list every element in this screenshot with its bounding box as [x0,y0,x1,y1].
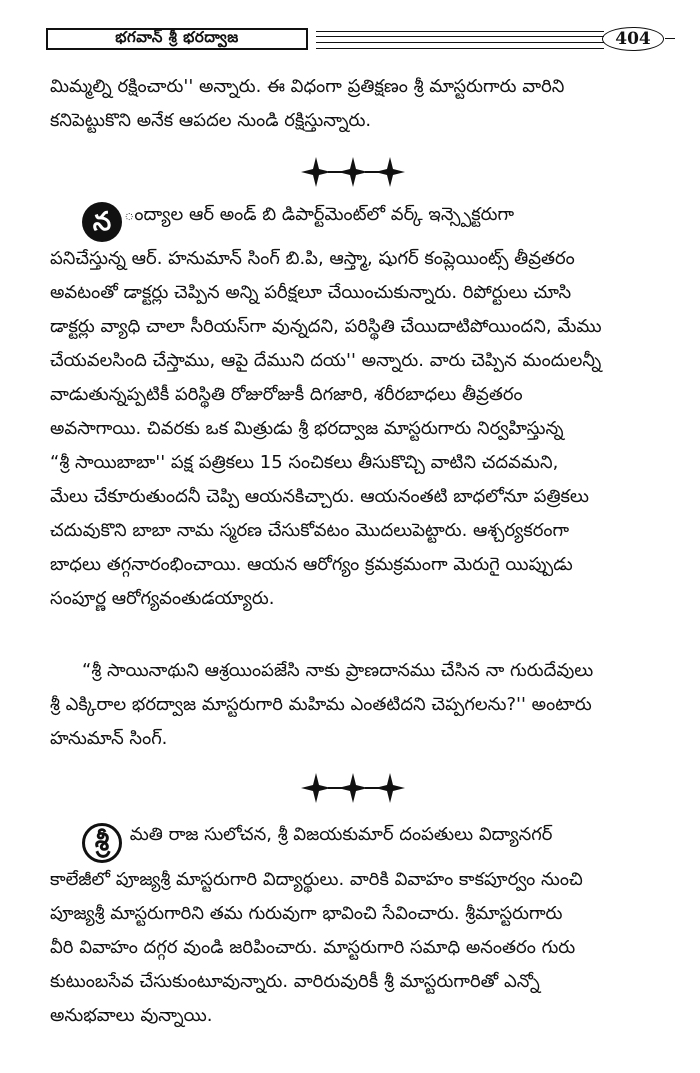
header-rule-lines [316,31,604,49]
paragraph-2 [50,198,655,616]
text-line: పూజ్యశ్రీ మాస్టరుగారిని తమ గురువుగా భావించి సేవించారు. శ్రీమాస్టరుగారు [50,903,563,924]
text-line: బాధలు తగ్గనారంభించాయి. ఆయన ఆరోగ్యం క్రమక్రమంగా మెరుగై యిప్పుడు [50,554,573,575]
text-line: చేయవలసింది చేస్తాము, ఆపై దేముని దయ'' అన్నారు. వారు చెప్పిన మందులన్నీ [50,350,602,371]
star-ornament-icon [298,771,408,805]
text-line: అవసాగాయి. చివరకు ఒక మిత్రుడు శ్రీ భరద్వాజ మాస్టరుగారు నిర్వహిస్తున్న [50,418,564,439]
paragraph-1 [50,70,655,138]
paragraph-3 [50,654,655,756]
text-line: పనిచేస్తున్న ఆర్. హనుమాన్ సింగ్ బి.పి, ఆస్త్మా, షుగర్ కంప్లెయింట్స్ తీవ్రతరం [50,248,575,269]
text-line: మేలు చేకూరుతుందనీ చెప్పి ఆయనకిచ్చారు. ఆయనంతటి బాధలోనూ పత్రికలు [50,486,589,507]
text-line: శ్రీ మతి రాజ సులోచన, శ్రీ విజయకుమార్ దంపతులు విద్యానగర్ [50,818,655,863]
text-line: అవటంతో డాక్టర్లు చెప్పిన అన్ని పరీక్షలూ చేయించుకున్నారు. రిపోర్టులు చూసి [50,282,572,303]
text-line: “శ్రీ సాయిబాబా'' పక్ష పత్రికలు 15 సంచికలు తీసుకొచ్చి వాటిని చదవమని, [50,452,559,473]
page-body [50,70,655,138]
text-line: డాక్టర్లు వ్యాధి చాలా సీరియస్‌గా వున్నదని, పరిస్థితి చేయిదాటిపోయిందని, మేము [50,316,602,337]
text-line: అనుభవాలు వున్నాయి. [50,1005,213,1026]
dropcap-letter: న [82,202,122,242]
book-title: భగవాన్ శ్రీ భరద్వాజ [46,28,308,50]
text-line: కాలేజీలో పూజ్యశ్రీ మాస్టరుగారి విద్యార్థులు. వారికి వివాహం కాకపూర్వం నుంచి [50,869,583,890]
dropcap-letter: శ్రీ [82,823,122,863]
text-line: కనిపెట్టుకొని అనేక ఆపదల నుండి రక్షిస్తున్నారు. [50,110,372,131]
text-line: చదువుకొని బాబా నామ స్మరణ చేసుకోవటం మొదలుపెట్టారు. ఆశ్చర్యకరంగా [50,520,570,541]
paragraph-4 [50,818,655,1033]
page-number: 404 [602,27,664,51]
text-line: శ్రీ ఎక్కిరాల భరద్వాజ మాస్టరుగారి మహిమ ఎంతటిదని చెప్పగలను?'' అంటారు [50,694,592,715]
text-line: హనుమాన్ సింగ్. [50,728,168,749]
text-line: “శ్రీ సాయినాథుని ఆశ్రయింపజేసి నాకు ప్రాణదానము చేసిన నా గురుదేవులు [82,660,594,681]
section-divider-ornament [50,768,655,808]
text-line: మిమ్మల్ని రక్షించారు'' అన్నారు. ఈ విధంగా ప్రతిక్షణం శ్రీ మాస్టరుగారు వారిని [50,76,565,97]
text-line: వాడుతున్నప్పటికీ పరిస్థితి రోజురోజుకీ దిగజారి, శరీరబాధలు తీవ్రతరం [50,384,523,405]
section-divider-ornament [50,152,655,192]
running-header [46,28,650,54]
text-line: సంపూర్ణ ఆరోగ్యవంతుడయ్యారు. [50,588,275,609]
text-line: న ంద్యాల ఆర్ అండ్ బి డిపార్ట్‌మెంట్‌లో వర్క్ ఇన్స్పెక్టరుగా [50,198,655,242]
text-line: వీరి వివాహం దగ్గర వుండి జరిపించారు. మాస్టరుగారి సమాధి అనంతరం గురు [50,937,576,958]
star-ornament-icon [298,155,408,189]
text-line: కుటుంబసేవ చేసుకుంటూవున్నారు. వారిరువురికీ శ్రీ మాస్టరుగారితో ఎన్నో [50,971,540,992]
